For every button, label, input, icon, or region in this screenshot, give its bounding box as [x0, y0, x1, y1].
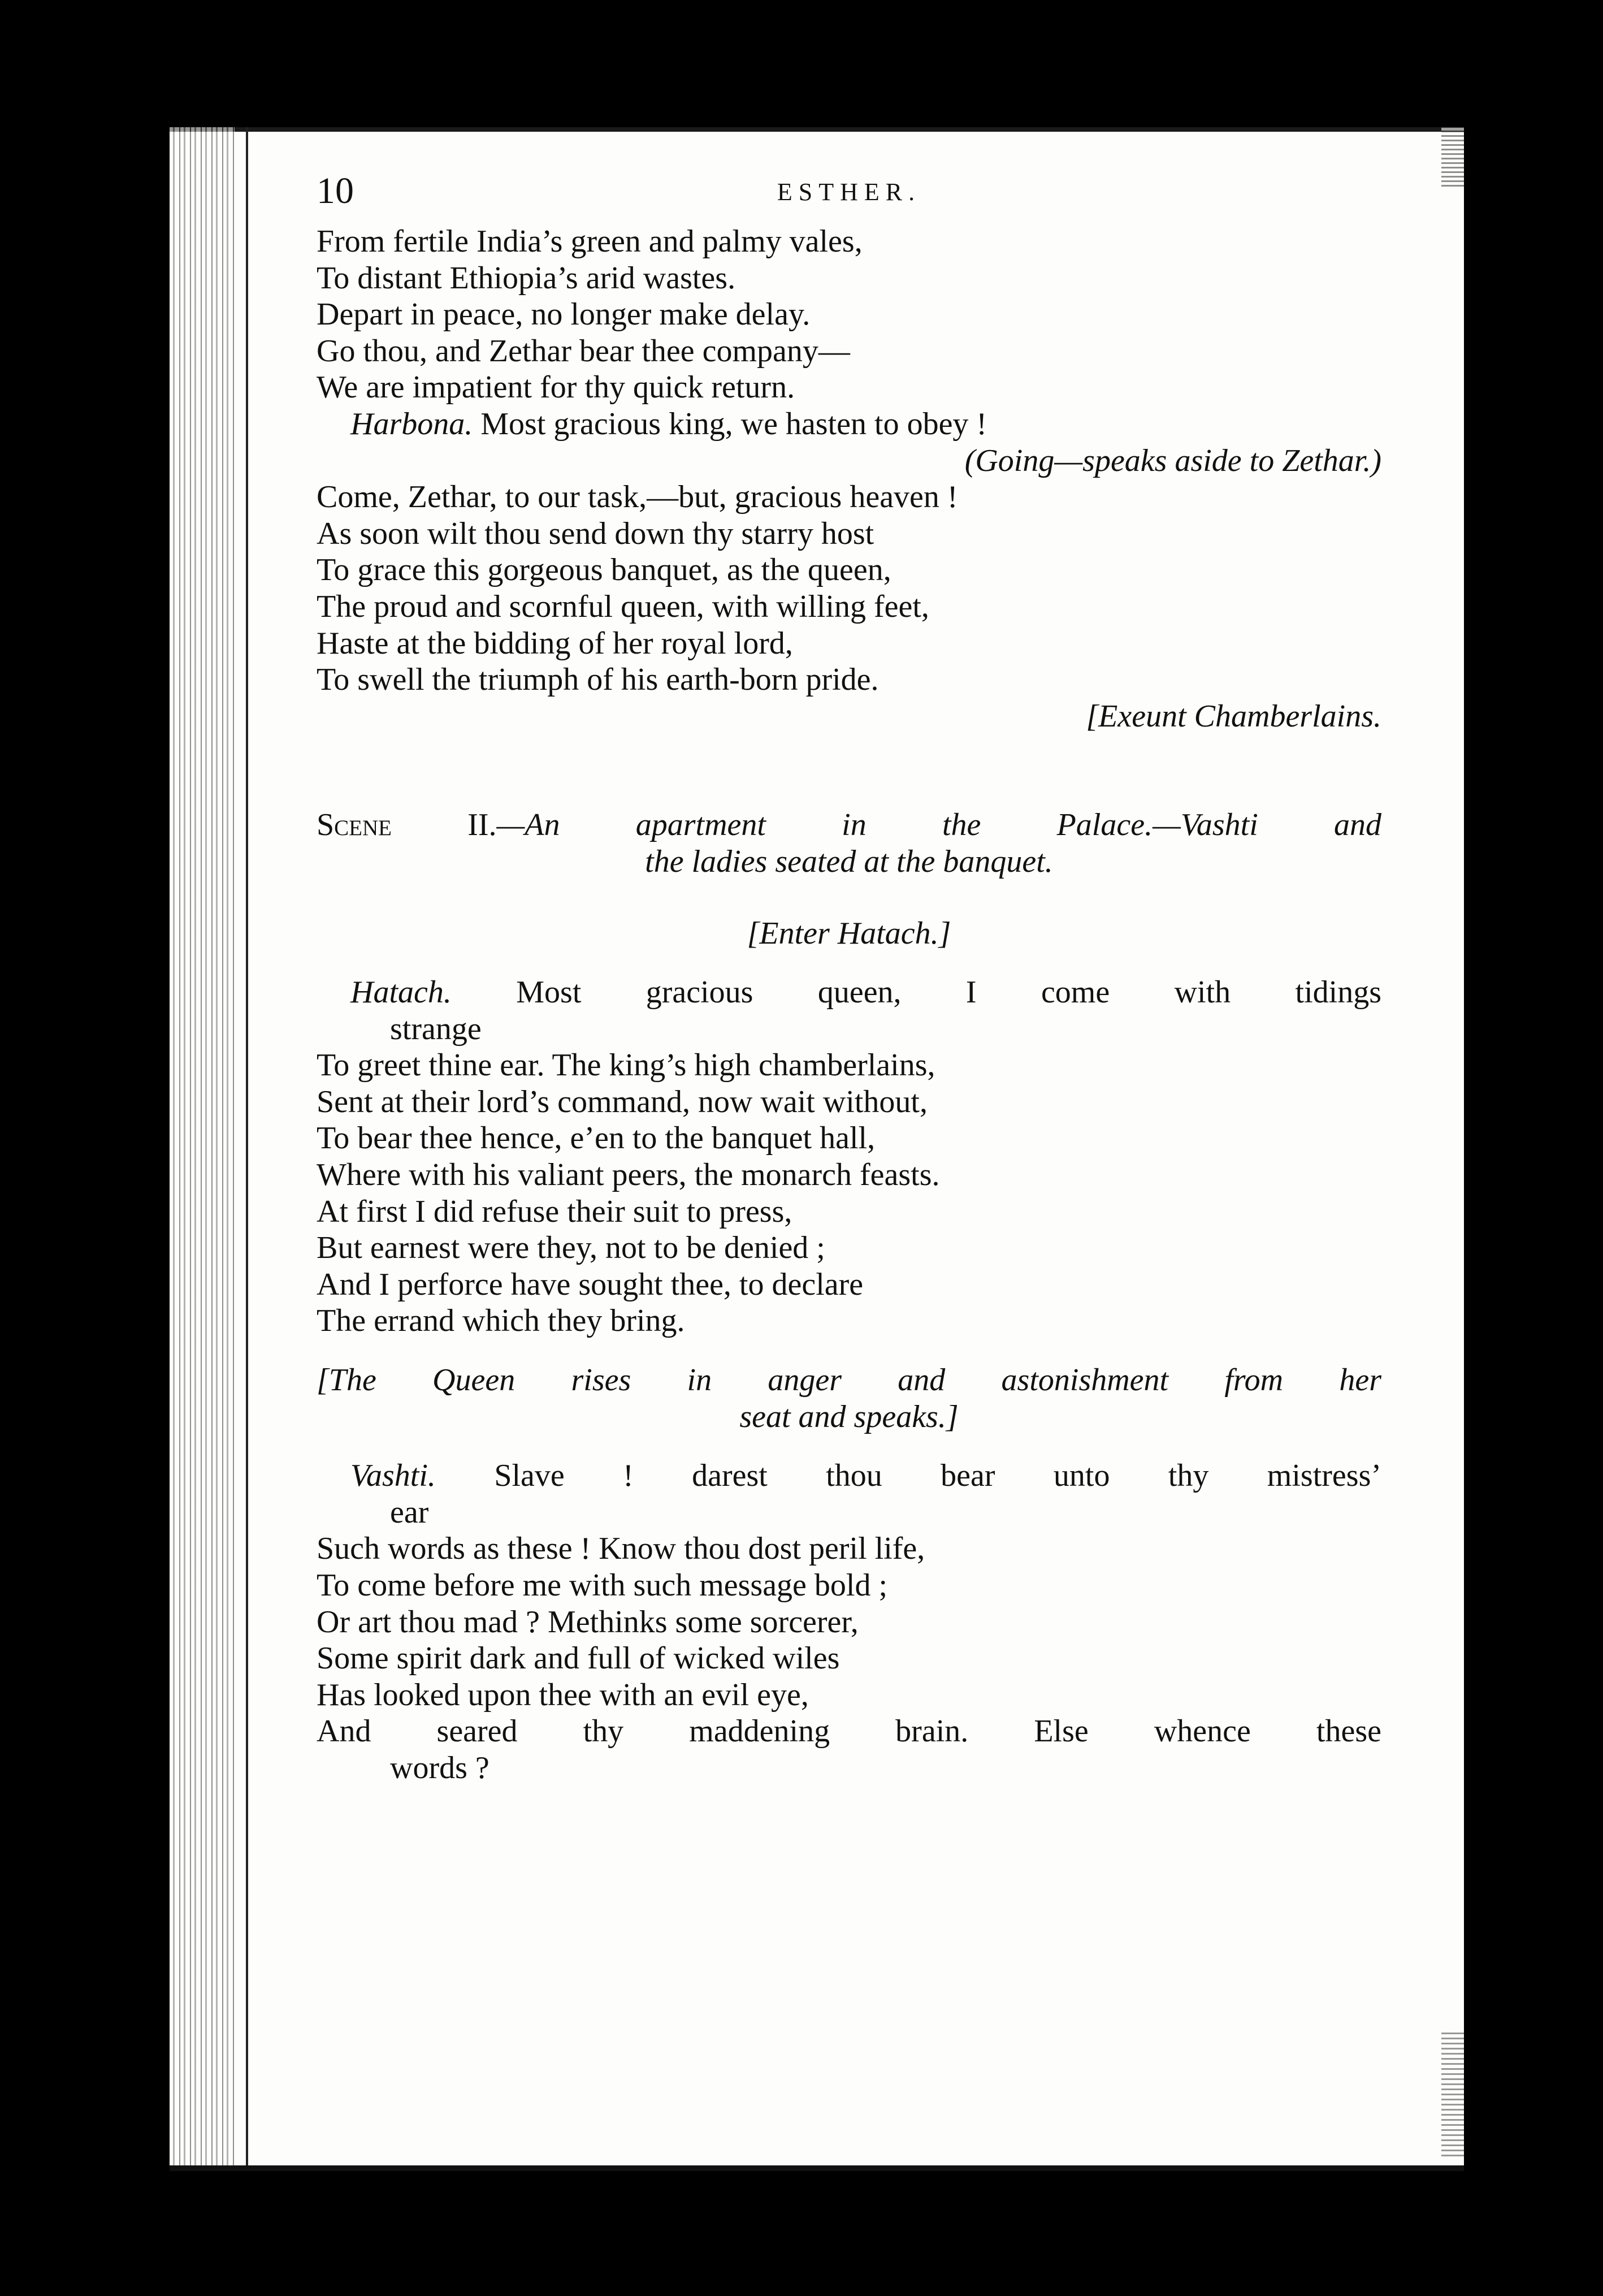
section-gap — [317, 952, 1381, 974]
verse-line: And seared thy maddening brain. Else whence these — [317, 1714, 1381, 1749]
speech-wrap: strange — [390, 1011, 482, 1047]
stage-direction — [317, 443, 1381, 479]
speech-harbona — [317, 406, 1381, 443]
page-top-edge — [170, 127, 1464, 132]
speech-text: Most gracious queen, I come with tidings — [516, 975, 1381, 1010]
page-gutter-line — [246, 127, 248, 2171]
running-title: ESTHER. — [777, 178, 921, 206]
stage-direction-text: (Going—speaks aside to Zethar.) — [964, 443, 1381, 478]
verse-line: And I perforce have sought thee, to declare — [317, 1266, 864, 1302]
verse-line: As soon wilt thou send down thy starry host — [317, 516, 874, 551]
verse-line: Go thou, and Zethar bear thee company— — [317, 333, 850, 369]
verse-line: Or art thou mad ? Methinks some sorcerer, — [317, 1604, 859, 1640]
scene-description-continued: the ladies seated at the banquet. — [645, 844, 1053, 879]
verse-line: Haste at the bidding of her royal lord, — [317, 625, 793, 661]
verse-line: To distant Ethiopia’s arid wastes. — [317, 260, 736, 296]
speaker-name: Vashti. — [350, 1458, 436, 1494]
section-gap — [317, 1435, 1381, 1458]
verse-line: To greet thine ear. The king’s high chamberlains, — [317, 1048, 935, 1083]
speaker-name: Harbona. — [350, 406, 473, 442]
speech-vashti — [317, 1458, 1381, 1494]
verse-line: Has looked upon thee with an evil eye, — [317, 1677, 809, 1713]
speaker-name: Hatach. — [350, 975, 452, 1010]
page-edge-marks-bottom — [1441, 2030, 1464, 2160]
stage-direction-queen — [317, 1362, 1381, 1399]
stage-direction-text: seat and speaks.] — [739, 1399, 959, 1434]
verse-line: But earnest were they, not to be denied ; — [317, 1230, 825, 1266]
verse-line: To come before me with such message bold ; — [317, 1568, 888, 1603]
verse-line: Some spirit dark and full of wicked wiles — [317, 1641, 840, 1676]
text-block — [317, 223, 1381, 1787]
verse-line: We are impatient for thy quick return. — [317, 370, 795, 405]
speech-text: Most gracious king, we hasten to obey ! — [480, 406, 987, 442]
verse-line: From fertile India’s green and palmy vales, — [317, 224, 863, 259]
verse-line: Depart in peace, no longer make delay. — [317, 297, 811, 332]
speech-hatach — [317, 974, 1381, 1011]
page-number: 10 — [317, 170, 354, 211]
scene-heading-continued — [317, 844, 1381, 880]
section-gap — [317, 734, 1381, 807]
section-gap — [317, 880, 1381, 915]
verse-line: To grace this gorgeous banquet, as the queen, — [317, 552, 891, 588]
verse-line: The proud and scornful queen, with willing feet, — [317, 589, 929, 624]
verse-line: Such words as these ! Know thou dost peril life, — [317, 1531, 925, 1567]
stage-direction-text: [The Queen rises in anger and astonishment from her — [317, 1363, 1381, 1398]
scene-description: —An apartment in the Palace.—Vashti and — [496, 807, 1382, 843]
verse-line: To swell the triumph of his earth-born pride. — [317, 662, 879, 698]
page-edge-marks-top — [1441, 127, 1464, 189]
running-header — [317, 170, 1381, 223]
scene-heading — [317, 807, 1381, 844]
verse-line: Come, Zethar, to our task,—but, gracious heaven ! — [317, 479, 958, 515]
page-spine-shadow — [170, 127, 235, 2171]
enter-text: [Enter Hatach.] — [747, 915, 951, 951]
verse-line: Sent at their lord’s command, now wait without, — [317, 1084, 928, 1119]
verse-line: At first I did refuse their suit to press, — [317, 1194, 792, 1229]
verse-line: Where with his valiant peers, the monarch feasts. — [317, 1157, 940, 1193]
speech-wrap: ear — [390, 1494, 429, 1530]
speech-text: Slave ! darest thou bear unto thy mistress’ — [494, 1458, 1382, 1494]
exeunt-text: [Exeunt Chamberlains. — [1086, 698, 1381, 734]
exeunt-direction — [317, 698, 1381, 735]
section-gap — [317, 1339, 1381, 1362]
stage-direction-queen-continued — [317, 1399, 1381, 1435]
scene-label: Scene II. — [317, 807, 497, 843]
speech-wrap: words ? — [390, 1750, 489, 1785]
page-bottom-edge — [170, 2165, 1464, 2171]
verse-line: To bear thee hence, e’en to the banquet hall, — [317, 1121, 876, 1156]
verse-line: The errand which they bring. — [317, 1303, 685, 1339]
enter-direction — [317, 915, 1381, 952]
